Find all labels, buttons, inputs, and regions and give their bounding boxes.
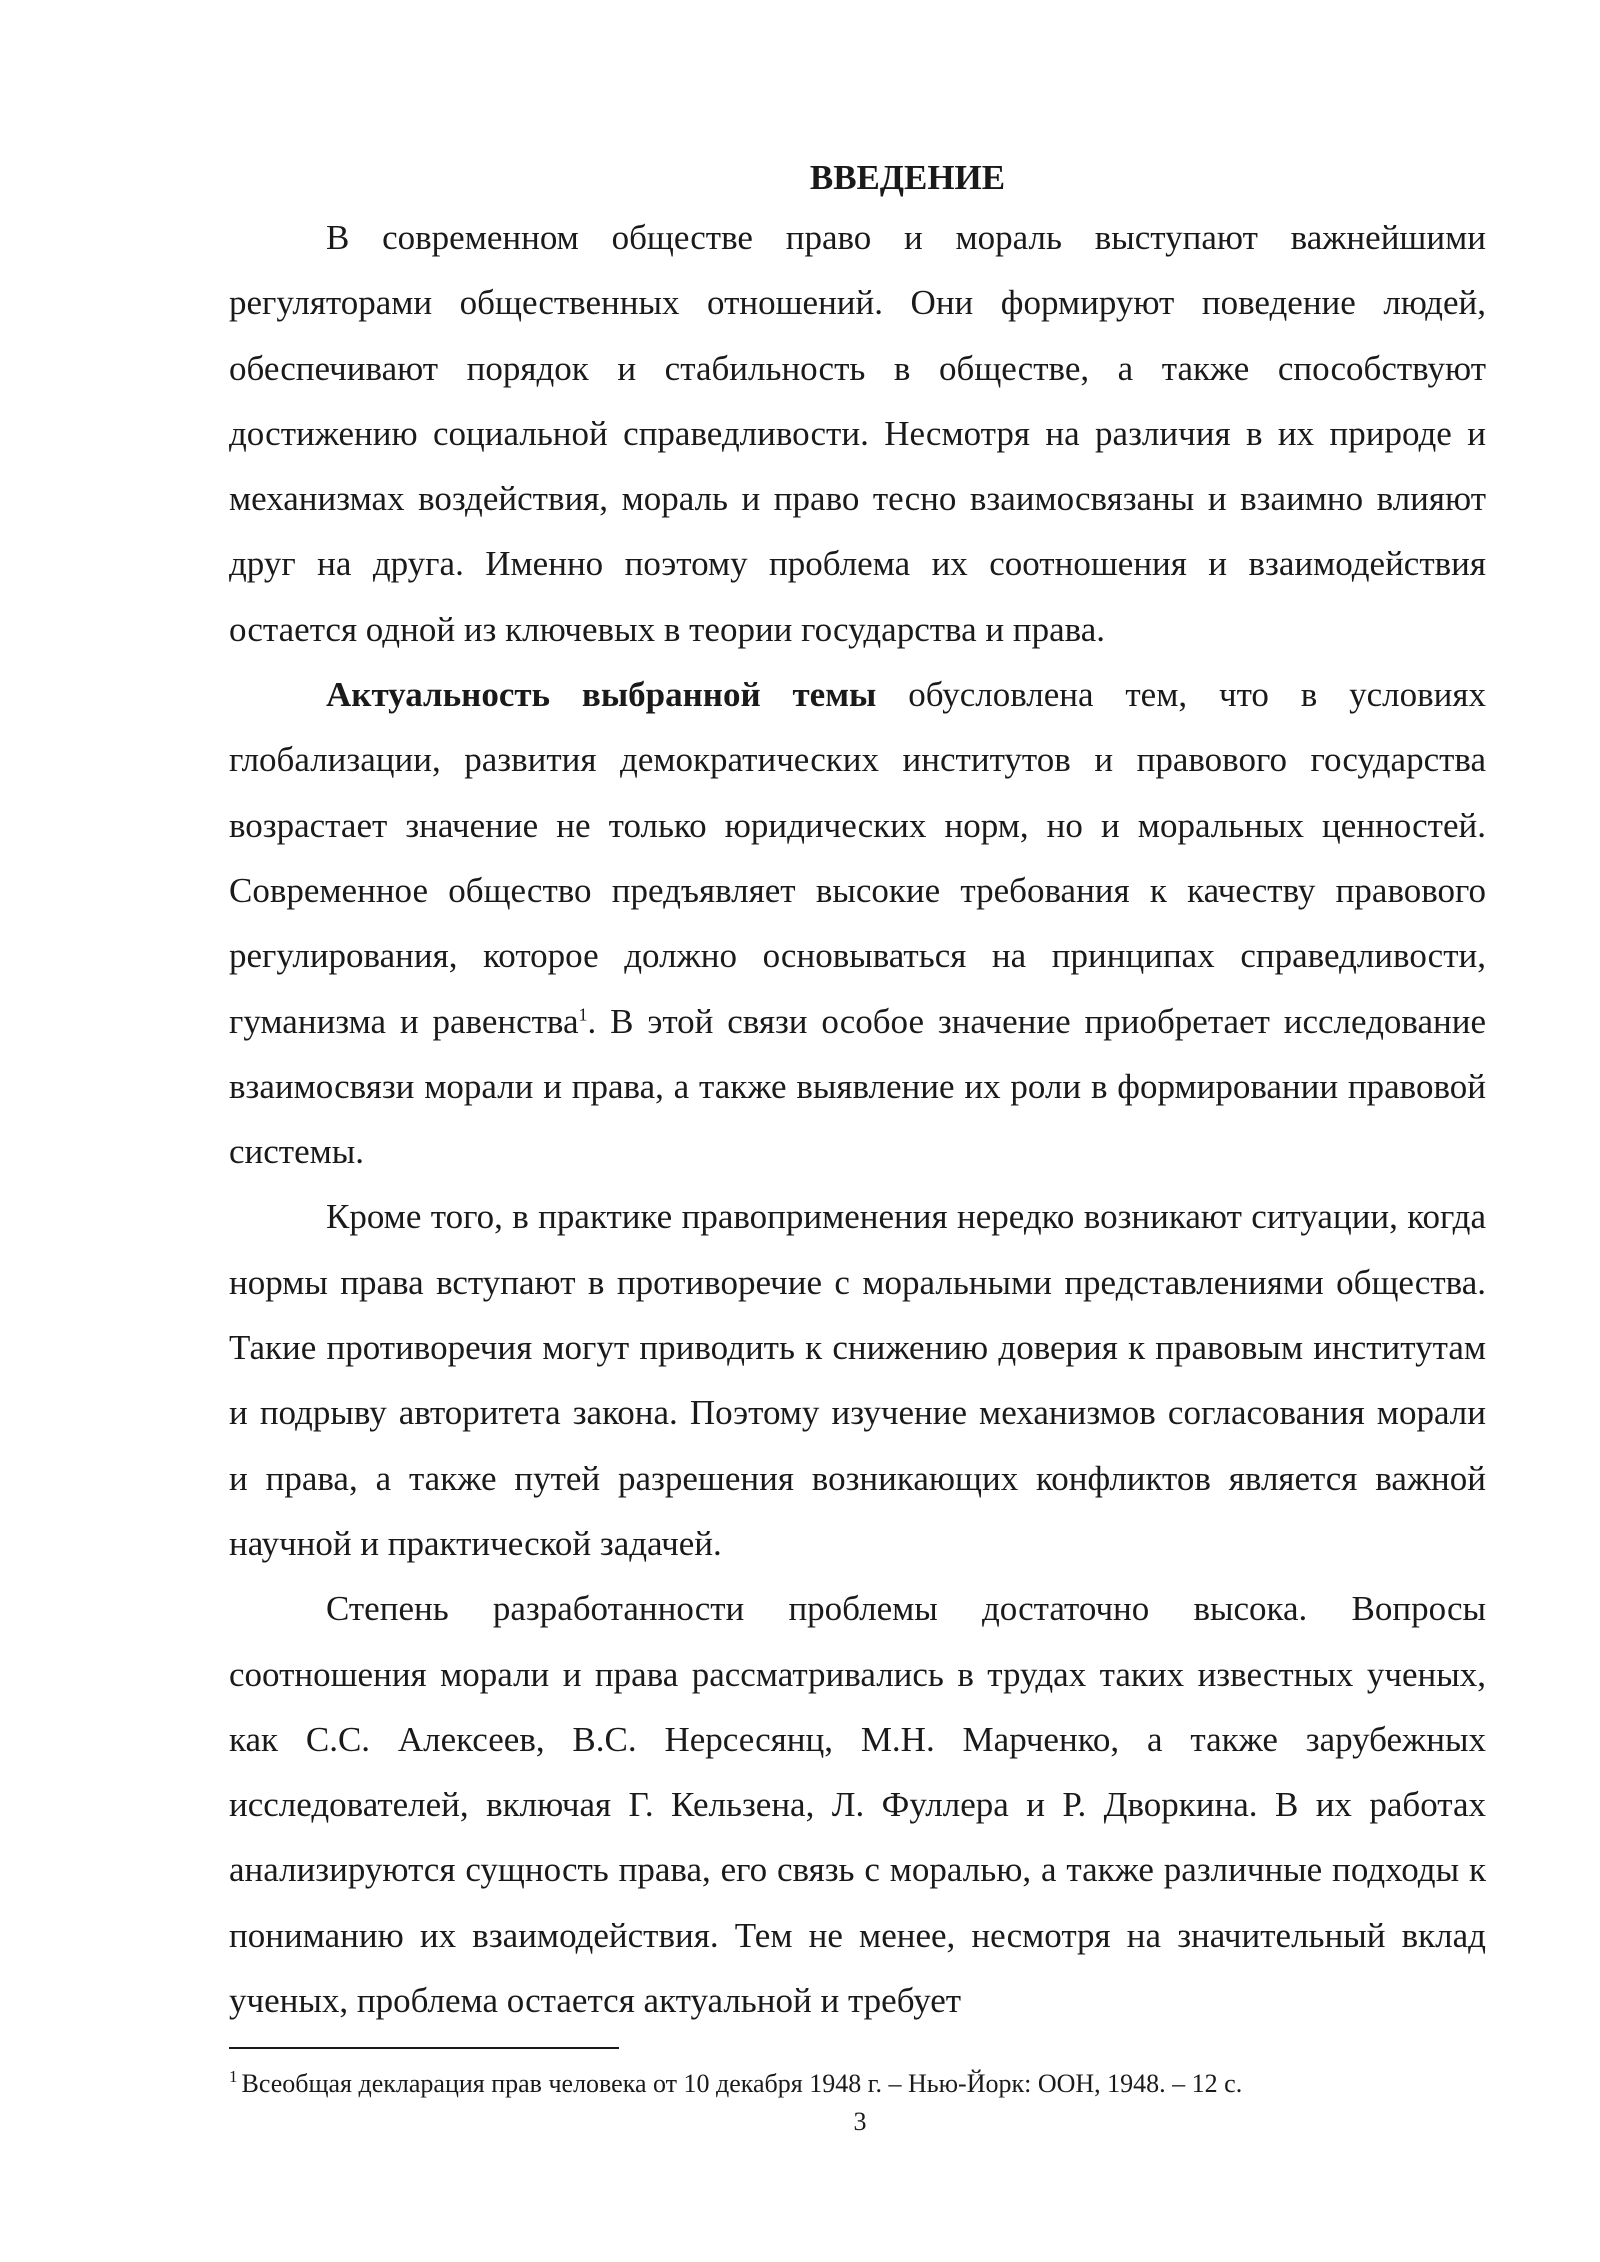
page-heading: ВВЕДЕНИЕ — [809, 158, 1006, 197]
paragraph-intro: В современном обществе право и мораль выступают важнейшими регуляторами общественных отношений. Они формируют поведение людей, обеспечивают порядок и стабильность в обществе, а также способствуют достижению социальной справедливости. Несмотря на различия в их природе и механизмах воздействия, мораль и право тесно взаимосвязаны и взаимно влияют друг на друга. Именно поэтому проблема их соотношения и взаимодействия остается одной из ключевых в теории государства и права. — [229, 218, 1486, 649]
page-number: 3 — [853, 2107, 867, 2136]
footnote-mark: 1 — [229, 2067, 238, 2087]
footnote-reference: 1 — [578, 1003, 588, 1024]
relevance-text-continued: . В этой связи особое значение приобретает исследование взаимосвязи морали и права, а также выявление их роли в формировании правовой системы. — [229, 1001, 1486, 1172]
footnote-text: Всеобщая декларация прав человека от 10 декабря 1948 г. – Нью-Йорк: ООН, 1948. – 12 с. — [241, 2069, 1243, 2098]
footnote-separator — [229, 2047, 619, 2049]
relevance-lead: Актуальность выбранной темы — [326, 675, 877, 715]
footnote — [229, 2068, 1486, 2100]
paragraph-contradictions: Кроме того, в практике правоприменения нередко возникают ситуации, когда нормы права вступают в противоречие с моральными представлениями общества. Такие противоречия могут приводить к снижению доверия к правовым институтам и подрыву авторитета закона. Поэтому изучение механизмов согласования морали и права, а также путей разрешения возникающих конфликтов является важной научной и практической задачей. — [229, 1197, 1486, 1563]
body-text — [229, 150, 1486, 2033]
relevance-text: обусловлена тем, что в условиях глобализации, развития демократических институтов и правового государства возрастает значение не только юридических норм, но и моральных ценностей. Современное общество предъявляет высокие требования к качеству правового регулирования, которое должно основываться на принципах справедливости, гуманизма и равенства — [229, 675, 1487, 1041]
paragraph-research-degree: Степень разработанности проблемы достаточно высока. Вопросы соотношения морали и права рассматривались в трудах таких известных ученых, как С.С. Алексеев, В.С. Нерсесянц, М.Н. Марченко, а также зарубежных исследователей, включая Г. Кельзена, Л. Фуллера и Р. Дворкина. В их работах анализируются сущность права, его связь с моралью, а также различные подходы к пониманию их взаимодействия. Тем не менее, несмотря на значительный вклад ученых, проблема остается актуальной и требует — [229, 1589, 1486, 2021]
paragraph-relevance — [229, 662, 1486, 1184]
